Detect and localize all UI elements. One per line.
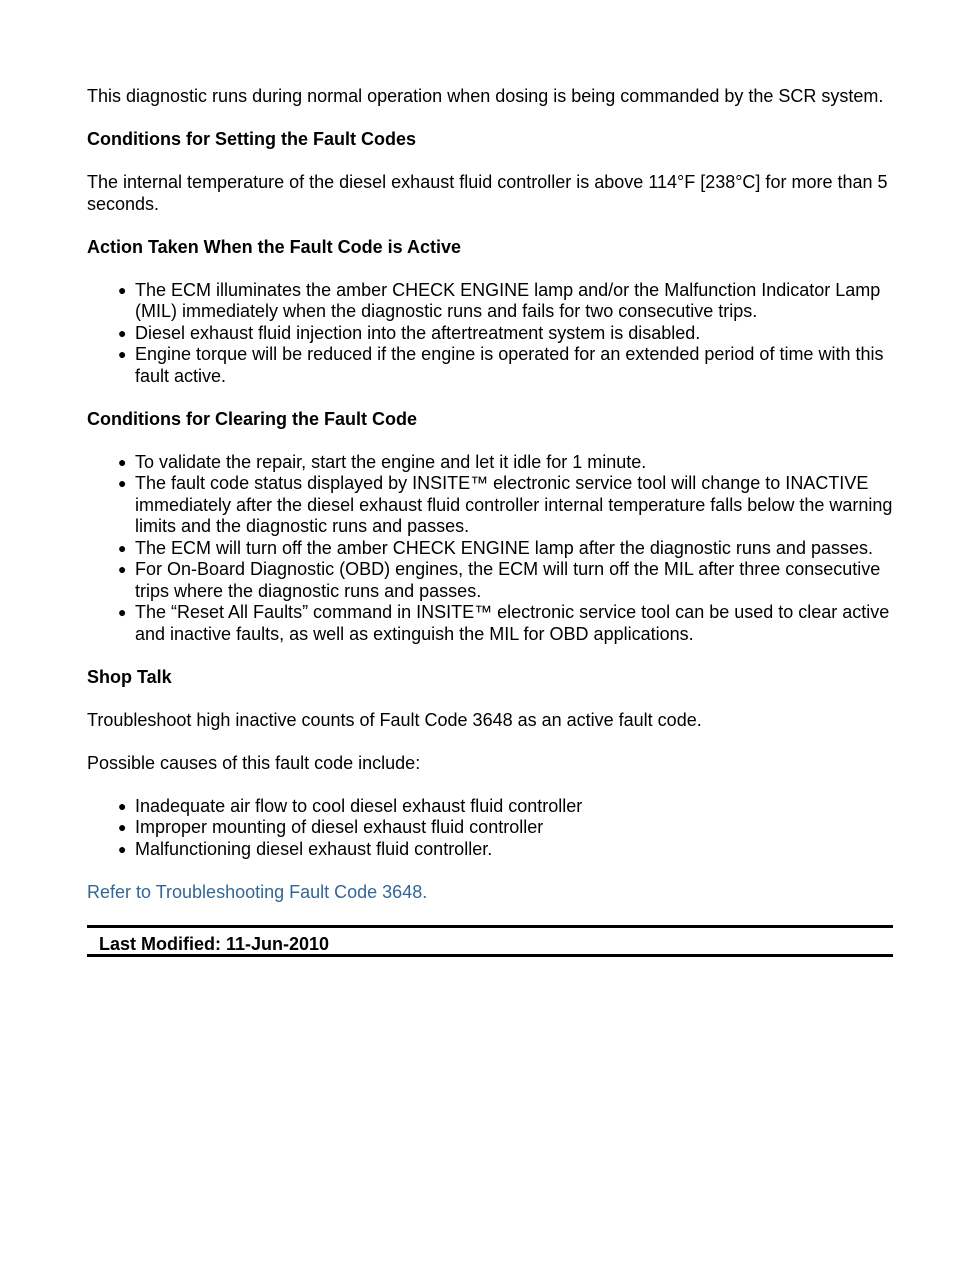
list-item xyxy=(118,838,893,861)
action-taken-list xyxy=(87,280,893,388)
shop-talk-text: Troubleshoot high inactive counts of Fault Code 3648 as an active fault code. xyxy=(87,709,702,730)
list-item-text: Inadequate air flow to cool diesel exhaust fluid controller xyxy=(135,795,583,816)
list-item xyxy=(118,344,893,387)
list-item-text: The fault code status displayed by INSITE™ electronic service tool will change to INACTIVE immediately after the diesel exhaust fluid controller internal temperature falls below the warning limits and the diagnostic runs and passes. xyxy=(135,473,893,536)
bullet-icon: ● xyxy=(118,453,127,470)
bullet-icon: ● xyxy=(118,819,127,835)
bullet-icon: ● xyxy=(118,475,127,491)
list-item-text: The ECM will turn off the amber CHECK ENGINE lamp after the diagnostic runs and passes. xyxy=(135,537,873,558)
list-item xyxy=(118,817,893,839)
heading-action-taken: Action Taken When the Fault Code is Active xyxy=(87,236,462,257)
setting-conditions-text: The internal temperature of the diesel exhaust fluid controller is above 114°F [238°C] for more than 5 seconds. xyxy=(87,172,888,214)
clearing-conditions-list xyxy=(87,452,893,646)
list-item-text: To validate the repair, start the engine and let it idle for 1 minute. xyxy=(135,451,647,472)
bullet-icon: ● xyxy=(118,604,127,620)
list-item-text: Improper mounting of diesel exhaust fluid controller xyxy=(135,817,544,837)
bullet-icon: ● xyxy=(118,561,127,577)
list-item-text: The “Reset All Faults” command in INSITE™ electronic service tool can be used to clear active and inactive faults, as well as extinguish the MIL for OBD applications. xyxy=(135,602,890,644)
list-item xyxy=(118,451,893,474)
bullet-icon: ● xyxy=(118,281,127,298)
list-item-text: The ECM illuminates the amber CHECK ENGINE lamp and/or the Malfunction Indicator Lamp (MIL) immediately when the diagnostic runs and fails for two consecutive trips. xyxy=(135,279,881,321)
list-item xyxy=(118,279,893,323)
list-item-text: Malfunctioning diesel exhaust fluid controller. xyxy=(135,838,493,859)
list-item xyxy=(118,602,893,645)
list-item-text: Diesel exhaust fluid injection into the aftertreatment system is disabled. xyxy=(135,322,701,343)
bullet-icon: ● xyxy=(118,840,127,857)
possible-causes-intro: Possible causes of this fault code include: xyxy=(87,752,421,773)
document-body xyxy=(87,86,893,957)
intro-paragraph: This diagnostic runs during normal operation when dosing is being commanded by the SCR system. xyxy=(87,86,884,106)
bullet-icon: ● xyxy=(118,324,127,341)
heading-shop-talk: Shop Talk xyxy=(87,666,172,687)
list-item-text: Engine torque will be reduced if the engine is operated for an extended period of time with this fault active. xyxy=(135,344,884,386)
troubleshooting-link[interactable]: Refer to Troubleshooting Fault Code 3648. xyxy=(87,881,428,902)
list-item xyxy=(118,322,893,345)
bullet-icon: ● xyxy=(118,539,127,556)
bullet-icon: ● xyxy=(118,797,127,814)
bullet-icon: ● xyxy=(118,346,127,362)
list-item xyxy=(118,537,893,560)
last-modified-text: Last Modified: 11-Jun-2010 xyxy=(99,934,330,954)
last-modified-bar xyxy=(87,925,893,957)
list-item-text: For On-Board Diagnostic (OBD) engines, the ECM will turn off the MIL after three consecutive trips where the diagnostic runs and passes. xyxy=(135,559,881,601)
possible-causes-list xyxy=(87,796,893,861)
list-item xyxy=(118,795,893,818)
heading-clearing-conditions: Conditions for Clearing the Fault Code xyxy=(87,408,417,429)
heading-setting-conditions: Conditions for Setting the Fault Codes xyxy=(87,129,416,149)
list-item xyxy=(118,559,893,602)
list-item xyxy=(118,473,893,538)
